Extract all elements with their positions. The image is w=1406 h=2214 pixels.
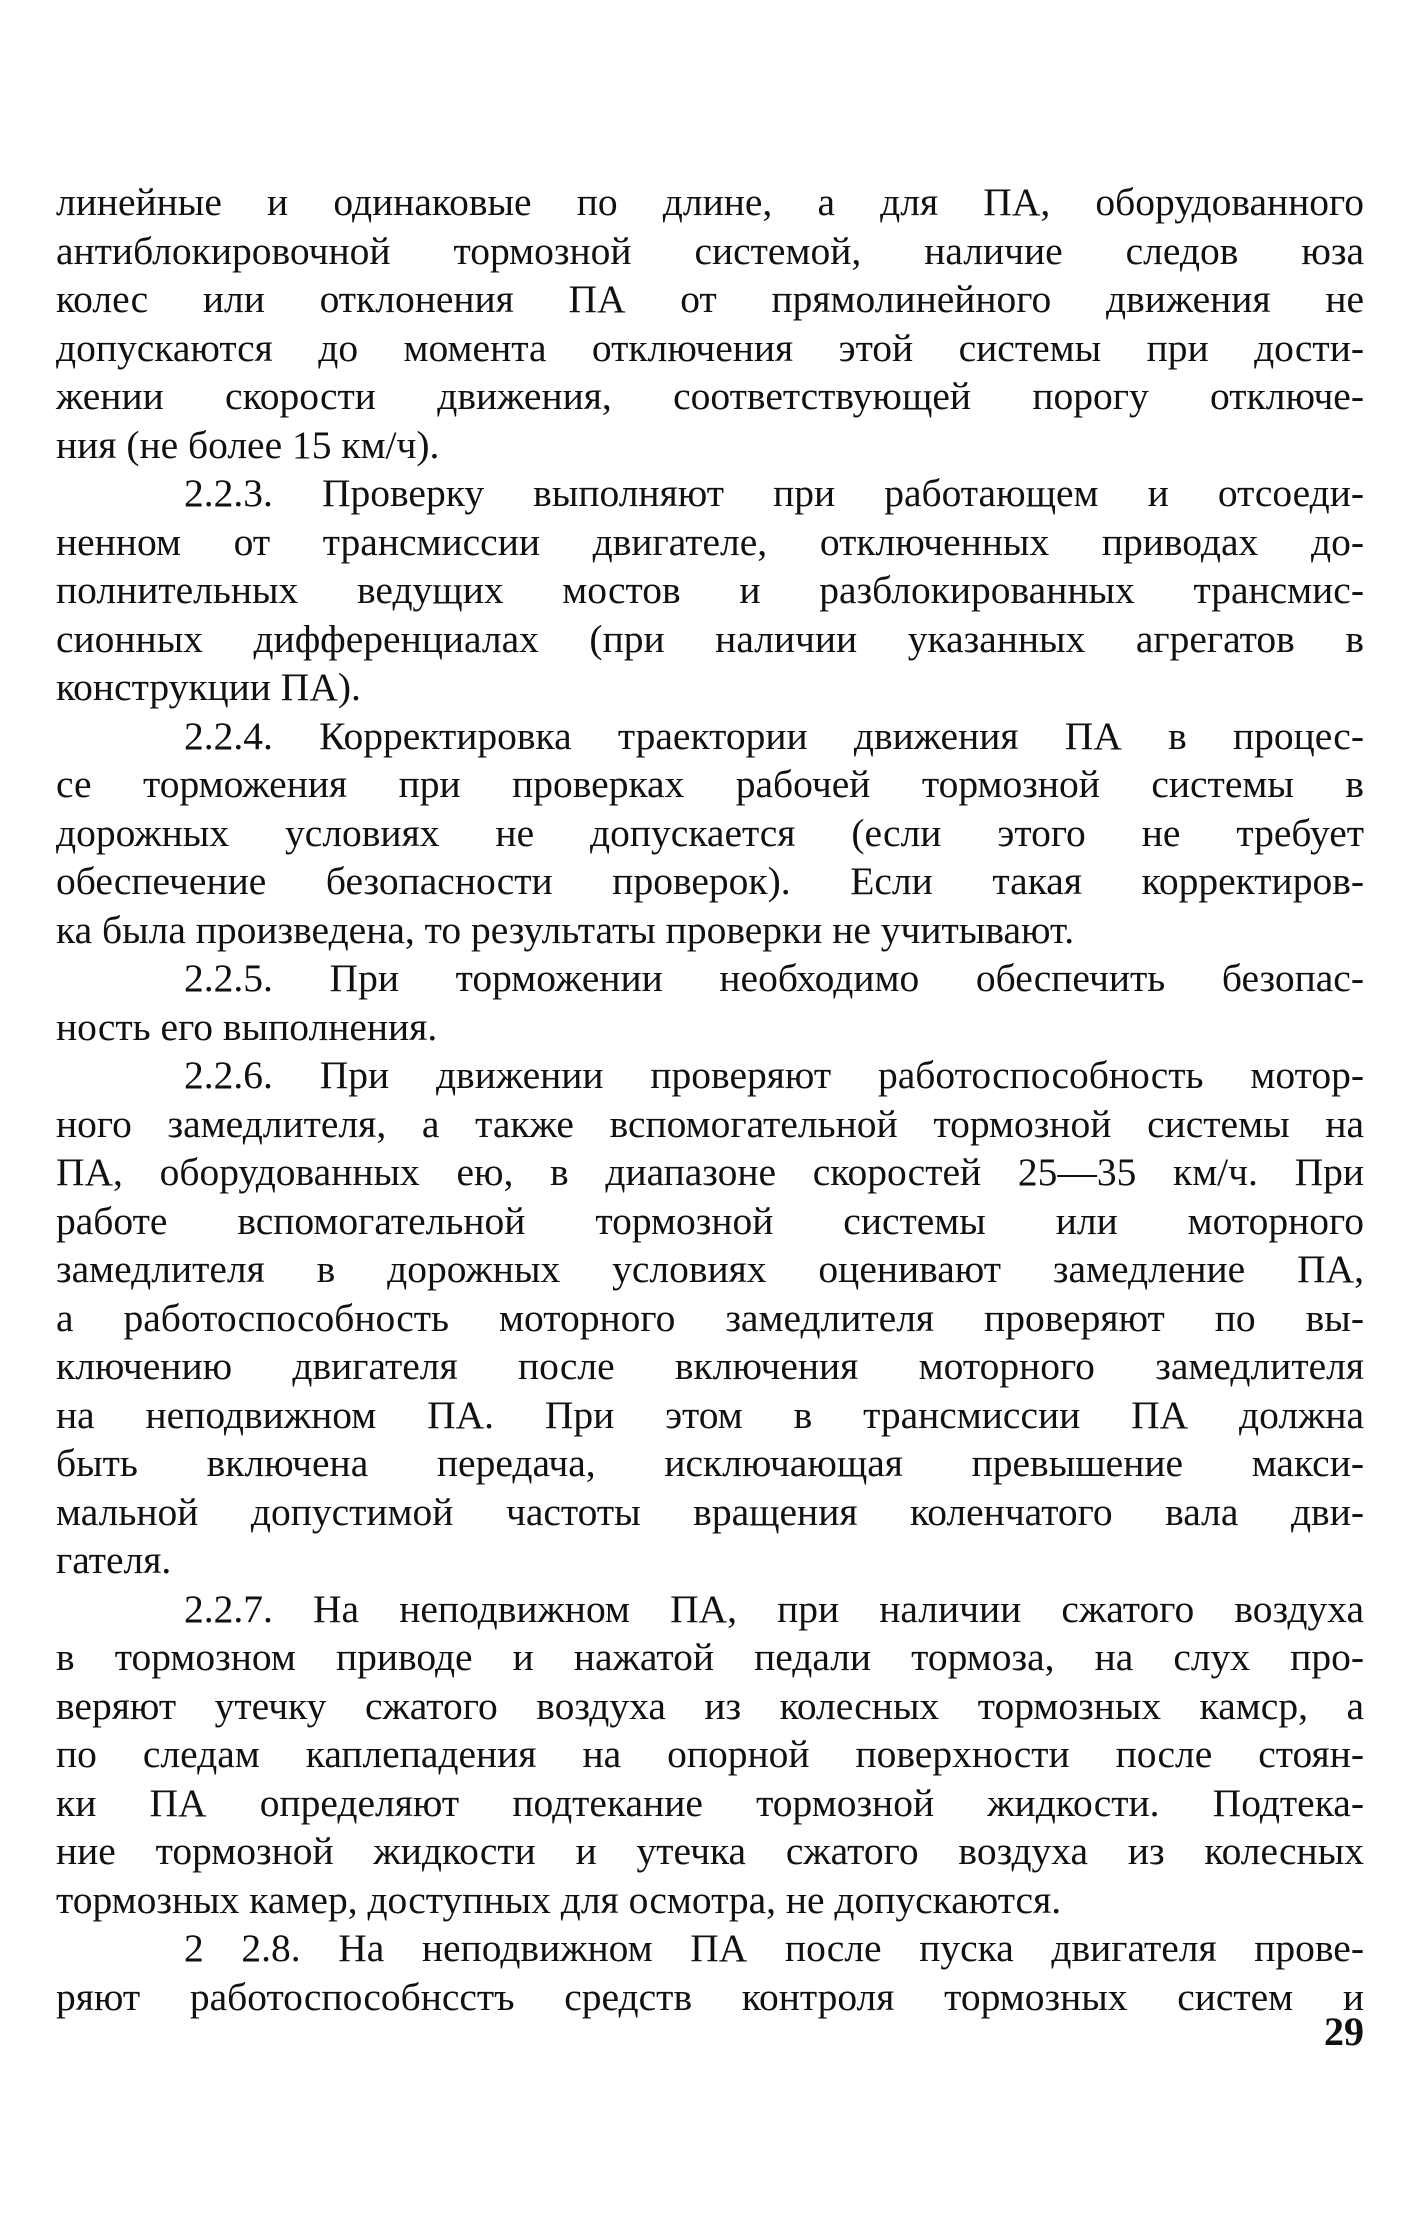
text-line: веряют утечку сжатого воздуха из колесных тормозных камср, а [56, 1683, 1364, 1728]
text-line: работе вспомогательной тормозной системы или моторного [56, 1198, 1364, 1243]
text-line: допускаются до момента отключения этой системы при дости- [56, 325, 1364, 370]
text-line: ка была произведена, то результаты проверки не учитывают. [56, 907, 1075, 952]
text-line: ключению двигателя после включения моторного замедлителя [56, 1344, 1364, 1388]
text-line: 2 2.8. На неподвижном ПА после пуска двигателя прове- [184, 1926, 1364, 1970]
text-line: в тормозном приводе и нажатой педали тормоза, на слух про- [56, 1635, 1364, 1679]
text-line: колес или отклонения ПА от прямолинейного движения не [56, 277, 1364, 321]
text-line: обеспечение безопасности проверок). Если такая корректиров- [56, 859, 1364, 903]
text-line: быть включена передача, исключающая превышение макси- [56, 1441, 1364, 1485]
text-line: 2.2.5. При торможении необходимо обеспечить безопас- [184, 956, 1364, 1000]
text-line: по следам каплепадения на опорной поверхности после стоян- [56, 1732, 1364, 1776]
text-line: 2.2.7. На неподвижном ПА, при наличии сжатого воздуха [184, 1586, 1364, 1631]
text-line: ненном от трансмиссии двигателе, отключенных приводах до- [56, 519, 1364, 564]
text-line: тормозных камер, доступных для осмотра, не допускаются. [56, 1877, 1062, 1922]
text-line: ние тормозной жидкости и утечка сжатого воздуха из колесных [56, 1829, 1364, 1873]
text-line: ния (не более 15 км/ч). [56, 422, 440, 467]
text-line: мальной допустимой частоты вращения коленчатого вала дви- [56, 1489, 1364, 1534]
text-line: ки ПА определяют подтекание тормозной жидкости. Подтека- [56, 1780, 1364, 1825]
text-line: полнительных ведущих мостов и разблокированных трансмис- [56, 568, 1364, 612]
text-line: дорожных условиях не допускается (если этого не требует [56, 810, 1364, 855]
text-line: 2.2.4. Корректировка траектории движения ПА в процес- [184, 713, 1364, 758]
text-line: антиблокировочной тормозной системой, наличие следов юза [56, 228, 1364, 273]
page-number: 29 [1324, 2009, 1364, 2054]
text-line: замедлителя в дорожных условиях оценивают замедление ПА, [56, 1247, 1364, 1291]
text-line: гателя. [56, 1538, 172, 1582]
text-line: конструкции ПА). [56, 665, 361, 709]
text-line: 2.2.6. При движении проверяют работоспособность мотор- [184, 1053, 1364, 1097]
text-line: се торможения при проверках рабочей тормозной системы в [56, 762, 1364, 806]
text-line: ряют работоспособнсстъ средств контроля тормозных систем и [56, 1974, 1364, 2019]
text-line: жении скорости движения, соответствующей порогу отключе- [56, 374, 1364, 418]
text-line: на неподвижном ПА. При этом в трансмиссии ПА должна [56, 1392, 1364, 1437]
text-line: ного замедлителя, а также вспомогательной тормозной системы на [56, 1101, 1364, 1146]
text-line: 2.2.3. Проверку выполняют при работающем и отсоеди- [184, 471, 1364, 515]
body-text [56, 178, 1364, 2021]
text-line: ность его выполнения. [56, 1004, 438, 1049]
text-line: сионных дифференциалах (при наличии указанных агрегатов в [56, 616, 1364, 661]
text-line: ПА, оборудованных ею, в диапазоне скоростей 25—35 км/ч. При [56, 1150, 1364, 1194]
text-line: линейные и одинаковые по длине, а для ПА, оборудованного [56, 180, 1364, 224]
text-line: а работоспособность моторного замедлителя проверяют по вы- [56, 1295, 1364, 1340]
